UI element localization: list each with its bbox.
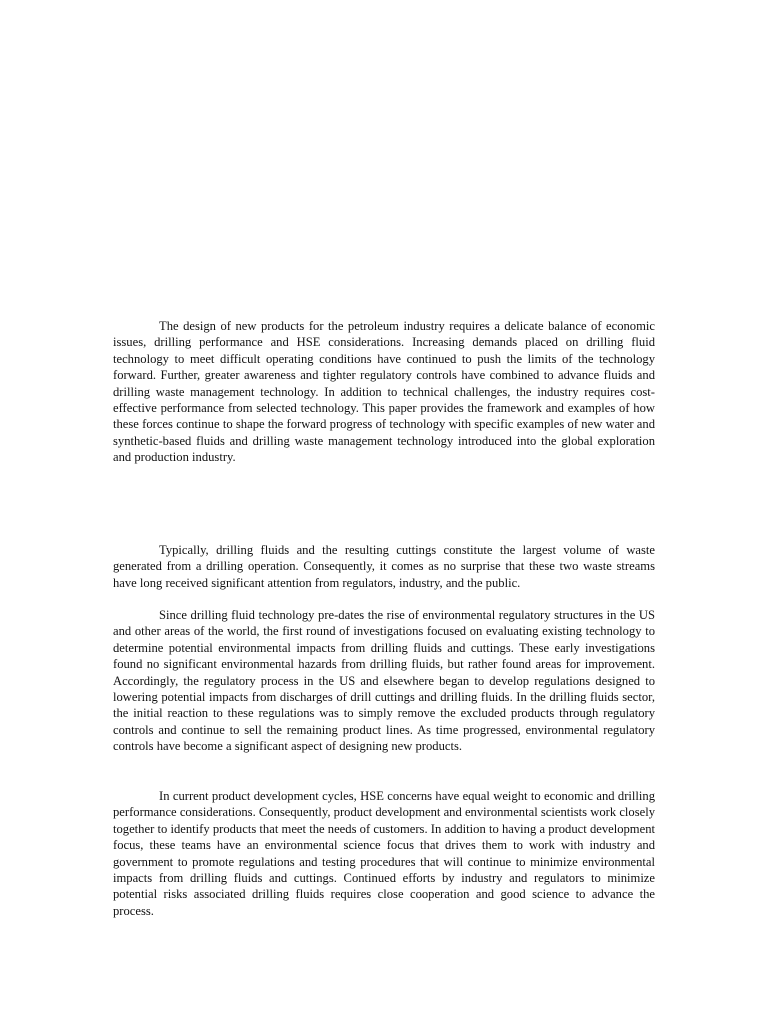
body-paragraph-2: Since drilling fluid technology pre-dates the rise of environmental regulatory structures in the US and other areas of the world, the first round of investigations focused on evaluating existing technology to determine potential environmental impacts from drilling fluids and cuttings. These early investigations found no significant environmental hazards from drilling fluids, but rather found areas for improvement. Accordingly, the regulatory process in the US and elsewhere began to develop regulations designed to lowering potential impacts from discharges of drill cuttings and drilling fluids. In the drilling fluids sector, the initial reaction to these regulations was to simply remove the excluded products through regulatory controls and continue to sell the remaining product lines. As time progressed, environmental regulatory controls have become a significant aspect of designing new products. — [113, 608, 655, 754]
body-paragraph-1: Typically, drilling fluids and the resulting cuttings constitute the largest volume of waste generated from a drilling operation. Consequently, it comes as no surprise that these two waste streams have long received significant attention from regulators, industry, and the public. — [113, 543, 655, 590]
body-paragraph-3: In current product development cycles, HSE concerns have equal weight to economic and drilling performance considerations. Consequently, product development and environmental scientists work closely together to identify products that meet the needs of customers. In addition to having a product development focus, these teams have an environmental science focus that drives them to work with industry and government to promote regulations and testing procedures that will continue to minimize environmental impacts from drilling fluids and cuttings. Continued efforts by industry and regulators to minimize potential risks associated drilling fluids requires close cooperation and good science to advance the process. — [113, 789, 655, 918]
abstract-paragraph: The design of new products for the petroleum industry requires a delicate balance of economic issues, drilling performance and HSE considerations. Increasing demands placed on drilling fluid technology to meet difficult operating conditions have continued to push the limits of the technology forward. Further, greater awareness and tighter regulatory controls have combined to advance fluids and drilling waste management technology. In addition to technical challenges, the industry requires cost-effective performance from selected technology. This paper provides the framework and examples of how these forces continue to shape the forward progress of technology with specific examples of new water and synthetic-based fluids and drilling waste management technology introduced into the global exploration and production industry. — [113, 319, 655, 465]
